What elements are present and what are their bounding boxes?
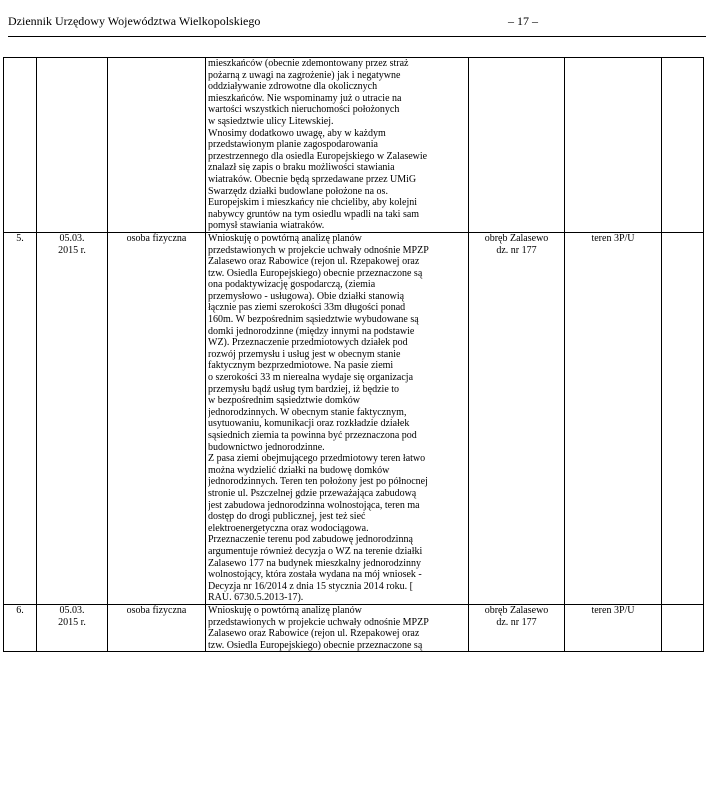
remark-line: tzw. Osiedla Europejskiego) obecnie przeznaczone są (208, 639, 423, 651)
row-number-cell (4, 232, 37, 604)
remark-line: domki jednorodzinne (między innymi na podstawie (208, 325, 415, 337)
remark-line: przemysłu bądź usług tym bardziej, iż będzie to (208, 383, 400, 395)
submission-date: 2015 r. (58, 616, 86, 628)
plan-area: teren 3P/U (591, 232, 635, 244)
remark-line: Wnosimy dodatkowo uwagę, aby w każdym (208, 127, 386, 139)
submitter: osoba fizyczna (126, 604, 187, 616)
remark-line: jest zabudowa jednorodzinna wolnostojąca, teren ma (208, 499, 420, 511)
plot-location: dz. nr 177 (496, 616, 537, 628)
date-cell (37, 58, 108, 233)
date-cell (37, 232, 108, 604)
remark-line: rozwój przemysłu i usług jest w obecnym stanie (208, 348, 401, 360)
plan-area: teren 3P/U (591, 604, 635, 616)
table-row (4, 604, 704, 651)
remark-line: przemysłowo - usługowa). Obie działki stanowią (208, 290, 405, 302)
remark-line: znalazł się zapis o braku możliwości stawiania (208, 162, 395, 174)
area-cell (565, 58, 662, 233)
submission-date: 05.03. (59, 232, 85, 244)
submission-date: 2015 r. (58, 244, 86, 256)
row-number-cell (4, 604, 37, 651)
remark-line: przedstawionych w projekcie uchwały odnośnie MPZP (208, 244, 429, 256)
remark-line: mieszkańców. Nie wspominamy już o utracie na (208, 92, 402, 104)
remark-line: RAU. 6730.5.2013-17). (208, 592, 304, 604)
plot-location: dz. nr 177 (496, 244, 537, 256)
remark-line: wiatraków. Obecnie będą sprzedawane przez UMiG (208, 173, 417, 185)
remark-line: wolnostojący, która została wydana na mój wniosek - (208, 569, 422, 581)
content-cell (206, 58, 469, 233)
remarks-table-body (4, 58, 704, 652)
submission-date: 05.03. (59, 604, 85, 616)
remark-line: jednorodzinnych. Teren ten położony jest po północnej (208, 476, 428, 488)
remark-line: budownictwo jednorodzinne. (208, 441, 325, 453)
area-cell (565, 232, 662, 604)
remark-line: usytuowaniu, komunikacji oraz rozkładzie działek (208, 418, 410, 430)
plot-location: obręb Zalasewo (484, 232, 549, 244)
remark-line: w sąsiedztwie ulicy Litewskiej. (208, 115, 334, 127)
remark-line: Wnioskuję o powtórną analizę planów (208, 232, 362, 244)
remark-line: wartości wszystkich nieruchomości położonych (208, 104, 400, 116)
submitter-cell (108, 232, 206, 604)
remark-line: nabywcy gruntów na tym osiedlu wpadli na taki sam (208, 208, 420, 220)
remark-line: Przeznaczenie terenu pod zabudowę jednorodzinną (208, 534, 413, 546)
remark-line: Z pasa ziemi obejmującego przedmiotowy teren łatwo (208, 453, 426, 465)
remark-line: Europejskim i mieszkańcy nie chcieliby, aby kolejni (208, 197, 418, 209)
row-number-cell (4, 58, 37, 233)
remark-line: WZ). Przeznaczenie przedmiotowych działek pod (208, 337, 408, 349)
remark-line: stronie ul. Pszczelnej gdzie przeważająca zabudową (208, 487, 417, 499)
remark-line: dostęp do drogi publicznej, jest też sieć (208, 511, 366, 523)
remark-line: Wnioskuję o powtórną analizę planów (208, 604, 362, 616)
remark-line: przestrzennego dla osiedla Europejskiego w Zalasewie (208, 150, 428, 162)
page-number: – 17 – (508, 14, 538, 28)
remark-line: można wydzielić działki na budowę domków (208, 464, 390, 476)
extra-cell (662, 58, 704, 233)
remark-line: faktycznym bezprzedmiotowe. Na pasie ziemi (208, 360, 394, 372)
row-number: 6. (16, 604, 24, 616)
location-cell (469, 58, 565, 233)
remark-line: Zalasewo oraz Rabowice (rejon ul. Rzepakowej oraz (208, 628, 420, 640)
table-row (4, 232, 704, 604)
location-cell (469, 232, 565, 604)
content-cell (206, 232, 469, 604)
remark-line: w bezpośrednim sąsiedztwie domków (208, 395, 360, 407)
row-number: 5. (16, 232, 24, 244)
submitter-cell (108, 604, 206, 651)
remark-line: sąsiednich ziemia ta powinna być przeznaczona pod (208, 430, 417, 441)
remark-line: oddziaływanie zdrowotne dla okolicznych (208, 81, 378, 93)
extra-cell (662, 232, 704, 604)
table-row (4, 58, 704, 233)
remark-line: tzw. Osiedla Europejskiego) obecnie przeznaczone są (208, 267, 423, 279)
remark-line: pomysł stawiania wiatraków. (208, 220, 325, 232)
remark-line: Decyzja nr 16/2014 z dnia 15 stycznia 2014 roku. [ (208, 580, 413, 592)
remark-line: elektroenergetyczna oraz wodociągowa. (208, 522, 369, 534)
journal-title: Dziennik Urzędowy Województwa Wielkopolskiego (8, 14, 261, 28)
remark-line: Swarzędz działki budowlane położone na os. (208, 185, 388, 197)
remark-line: pożarną z uwagi na zagrożenie) jak i negatywne (208, 69, 401, 81)
location-cell (469, 604, 565, 651)
date-cell (37, 604, 108, 651)
remark-line: mieszkańców (obecnie zdemontowany przez straż (208, 58, 409, 69)
remark-line: argumentuje również decyzja o WZ na terenie działki (208, 545, 423, 557)
document-header (8, 14, 706, 37)
remark-line: 160m. W bezpośrednim sąsiedztwie wybudowane są (208, 314, 419, 326)
remark-line: Zalasewo oraz Rabowice (rejon ul. Rzepakowej oraz (208, 256, 420, 268)
remark-line: łącznie pas ziemi szerokości 33m długości ponad (208, 302, 406, 314)
area-cell (565, 604, 662, 651)
extra-cell (662, 604, 704, 651)
remark-line: jednorodzinnych. W obecnym stanie faktycznym, (208, 406, 407, 418)
plot-location: obręb Zalasewo (484, 604, 549, 616)
remark-line: Zalasewo 177 na budynek mieszkalny jednorodzinny (208, 557, 421, 569)
remarks-table (3, 57, 704, 652)
remark-line: o szerokości 33 m nierealna wydaje się organizacja (208, 372, 414, 384)
submitter: osoba fizyczna (126, 232, 187, 244)
remark-line: ona podaktywizację gospodarczą, (ziemia (208, 279, 376, 291)
content-cell (206, 604, 469, 651)
remark-line: przedstawionych w projekcie uchwały odnośnie MPZP (208, 616, 429, 628)
remark-line: przedstawionym planie zagospodarowania (208, 139, 378, 151)
submitter-cell (108, 58, 206, 233)
